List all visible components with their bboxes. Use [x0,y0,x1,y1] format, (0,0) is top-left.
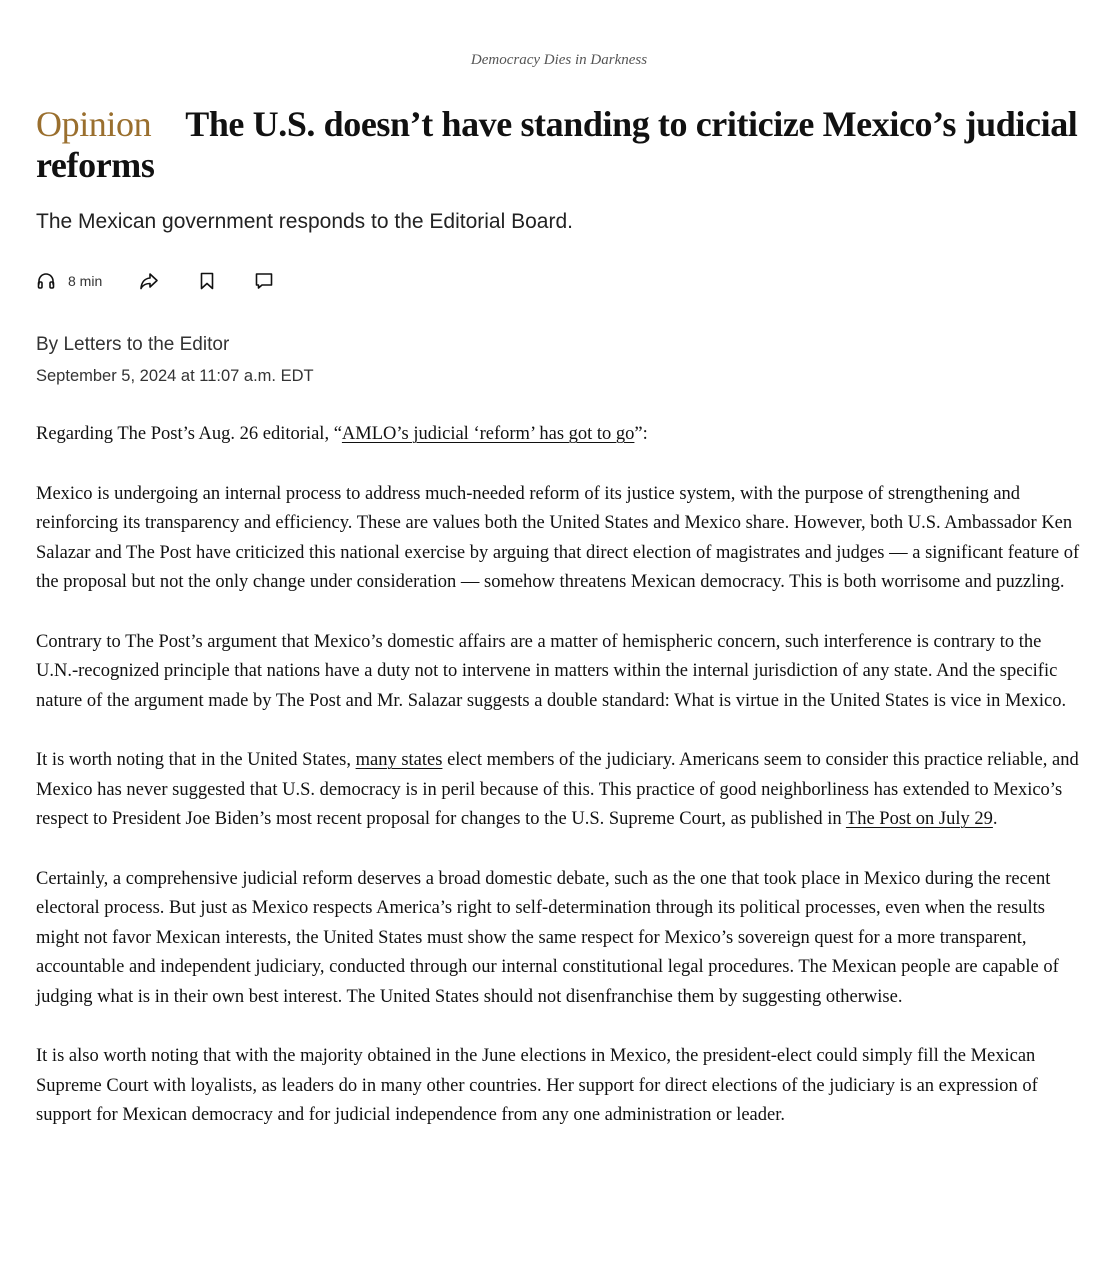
article-body [36,420,1086,1161]
post-july-29-link[interactable]: The Post on July 29 [845,809,993,829]
paragraph-text: It is worth noting that in the United States, [36,750,356,770]
editorial-link[interactable]: AMLO’s judicial ‘reform’ has got to go [341,424,635,444]
paragraph-text: . [992,809,998,829]
article-paragraph [36,420,1086,450]
comment-bubble-icon [254,271,274,291]
article-paragraph: Contrary to The Post’s argument that Mexico’s domestic affairs are a matter of hemispheric concern, such interference is contrary to the U.N.-recognized principle that nations have a duty not to intervene in matters within the internal jurisdiction of any state. And the specific nature of the argument made by The Post and Mr. Salazar suggests a double standard: What is virtue in the United States is vice in Mexico. [36,631,1067,711]
masthead-tagline: Democracy Dies in Darkness [470,52,648,68]
listen-duration: 8 min [68,273,103,289]
paragraph-text: Regarding The Post’s Aug. 26 editorial, “ [36,424,342,444]
article-paragraph [36,746,1086,835]
subheadline: The Mexican government responds to the Editorial Board. [36,210,573,233]
listen-button[interactable] [36,271,102,291]
opinion-kicker[interactable]: Opinion [36,104,152,144]
share-arrow-icon [138,271,160,291]
share-button[interactable] [138,271,160,291]
byline: By Letters to the Editor [36,334,230,355]
comments-button[interactable] [254,271,274,291]
headphones-icon [36,271,56,291]
headline-title: The U.S. doesn’t have standing to criticize Mexico’s judicial reforms [36,104,1078,185]
paragraph-text: elect members of the judiciary. Americans seem to consider this practice reliable, and Mexico has never suggested that U.S. democracy is in peril because of this. This practice of good neighborliness has extended to Mexico’s respect to President Joe Biden’s most recent proposal for changes to the U.S. Supreme Court, as published in [36,750,1079,829]
publish-date: September 5, 2024 at 11:07 a.m. EDT [36,367,314,385]
article-paragraph: Mexico is undergoing an internal process to address much-needed reform of its justice system, with the purpose of strengthening and reinforcing its transparency and efficiency. These are values both the United States and Mexico share. However, both U.S. Ambassador Ken Salazar and The Post have criticized this national exercise by arguing that direct election of magistrates and judges — a significant feature of the proposal but not the only change under consideration — somehow threatens Mexican democracy. This is both worrisome and puzzling. [36,483,1080,592]
article-paragraph: Certainly, a comprehensive judicial reform deserves a broad domestic debate, such as the one that took place in Mexico during the recent electoral process. But just as Mexico respects America’s right to self-determination through its political processes, even when the results might not favor Mexican interests, the United States must show the same respect for Mexico’s sovereign quest for a more transparent, accountable and independent judiciary, conducted through our internal constitutional legal procedures. The Mexican people are capable of judging what is in their own best interest. The United States should not disenfranchise them by suggesting otherwise. [36,868,1059,1007]
article-toolbar [36,268,274,294]
headline [36,104,1086,186]
many-states-link[interactable]: many states [355,750,443,770]
article-paragraph: It is also worth noting that with the majority obtained in the June elections in Mexico, the president-elect could simply fill the Mexican Supreme Court with loyalists, as leaders do in many other countries. Her support for direct elections of the judiciary is an expression of support for Mexican democracy and for judicial independence from any one administration or leader. [36,1046,1038,1125]
paragraph-text: ”: [634,424,648,444]
save-button[interactable] [198,271,216,291]
bookmark-icon [198,271,216,291]
